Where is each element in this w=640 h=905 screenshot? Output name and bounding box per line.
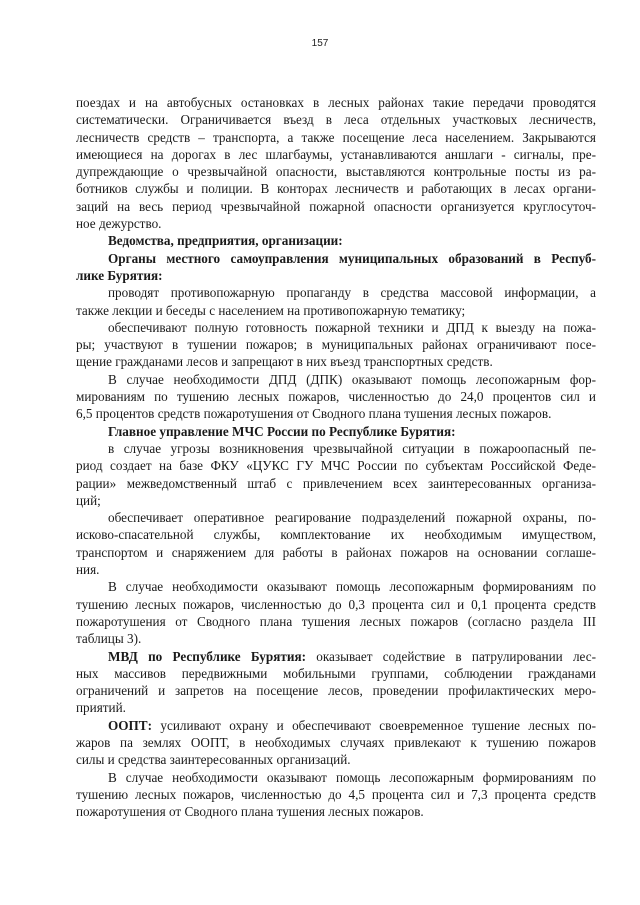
paragraph-oopt xyxy=(76,717,596,769)
heading-line: Органы местного самоуправления муниципальных образований в Респуб- xyxy=(108,250,596,266)
mvd-lead-rest: оказывает содействие в патрулировании лес- xyxy=(305,648,596,664)
text-line: таблицы 3). xyxy=(76,631,142,647)
text-line: ботников службы и полиции. В конторах лесничеств и работающих в лесах органи- xyxy=(76,181,596,197)
text-line xyxy=(76,648,596,665)
paragraph-oopt-assistance xyxy=(76,769,596,821)
text-line: В случае необходимости оказывают помощь лесопожарным формированиям по xyxy=(108,579,596,595)
oopt-lead-rest: усиливают охрану и обеспечивают своевременное тушение лесных по- xyxy=(151,717,596,733)
text-line: пожаротушения от Сводного плана тушения лесных пожаров. xyxy=(76,804,424,820)
text-line: имеющиеся на дорогах в лес шлагбаумы, устанавливаются аншлаги - сигналы, пре- xyxy=(76,146,596,162)
paragraph-mchs-staff xyxy=(76,440,596,509)
paragraph-readiness xyxy=(76,319,596,371)
text-line: В случае необходимости оказывают помощь лесопожарным формированиям по xyxy=(108,769,596,785)
text-line: риод создает на базе ФКУ «ЦУКС ГУ МЧС России по субъектам Российской Феде- xyxy=(76,458,596,474)
paragraph-dpd-assistance xyxy=(76,371,596,423)
text-line: приятий. xyxy=(76,700,126,716)
text-line xyxy=(76,717,596,734)
text-line: силы и средства заинтересованных организаций. xyxy=(76,752,351,768)
text-line: обеспечивают полную готовность пожарной техники и ДПД к выезду на пожа- xyxy=(108,319,596,335)
text-line: систематически. Ограничивается въезд в леса отдельных участковых лесничеств, xyxy=(76,112,596,128)
text-line: исково-спасательной службы, комплектование их необходимым имуществом, xyxy=(76,527,596,543)
text-line: транспортом и снаряжением для работы в районах пожаров на основании соглаше- xyxy=(76,544,596,560)
text-line: тушению лесных пожаров, численностью до 0,3 процента сил и 0,1 процента средств xyxy=(76,596,596,612)
text-line: также лекции и беседы с населением на противопожарную тематику; xyxy=(76,302,466,318)
paragraph-propaganda xyxy=(76,284,596,319)
oopt-lead: ООПТ: xyxy=(108,717,152,733)
text-line: В случае необходимости ДПД (ДПК) оказывают помощь лесопожарным фор- xyxy=(108,371,596,387)
text-line: жаров па землях ООПТ, в необходимых случаях привлекают к тушению пожаров xyxy=(76,734,596,750)
page-number: 157 xyxy=(311,38,329,49)
section-heading-agencies: Ведомства, предприятия, организации: xyxy=(108,233,343,249)
heading-line: лике Бурятия: xyxy=(76,267,163,283)
text-line: 6,5 процентов средств пожаротушения от Сводного плана тушения лесных пожаров. xyxy=(76,406,552,422)
text-line: проводят противопожарную пропаганду в средства массовой информации, а xyxy=(108,285,596,301)
section-heading-mchs: Главное управление МЧС России по Республике Бурятия: xyxy=(108,423,456,439)
mvd-lead: МВД по Республике Бурятия: xyxy=(108,648,306,664)
text-line: ния. xyxy=(76,562,100,578)
text-line: ры; участвуют в тушении пожаров; в муниципальных районах ограничивают посе- xyxy=(76,337,596,353)
paragraph-mchs-assistance xyxy=(76,578,596,647)
text-line: дупреждающие о чрезвычайной опасности, выставляются контрольные посты из ра- xyxy=(76,164,596,180)
text-line: обеспечивает оперативное реагирование подразделений пожарной охраны, по- xyxy=(108,510,596,526)
text-line: поездах и на автобусных остановках в лесных районах такие передачи проводятся xyxy=(76,95,596,110)
text-line: рации» межведомственный штаб с привлечением всех заинтересованных организа- xyxy=(76,475,596,491)
text-line: ных массивов передвижными мобильными группами, соблюдении гражданами xyxy=(76,665,596,681)
text-line: мированиям по тушению лесных пожаров, численностью до 24,0 процентов сил и xyxy=(76,389,596,405)
text-line: тушению лесных пожаров, численностью до 4,5 процента сил и 7,3 процента средств xyxy=(76,786,596,802)
document-body xyxy=(76,94,596,820)
text-line: ций; xyxy=(76,492,101,508)
text-line: ограничений и запретов на посещение лесов, проведении профилактических меро- xyxy=(76,683,596,699)
text-line: заций на весь период чрезвычайной пожарной опасности организуется круглосуточ- xyxy=(76,198,596,214)
paragraph-intro xyxy=(76,94,596,232)
text-line: пожаротушения от Сводного плана тушения лесных пожаров (согласно раздела III xyxy=(76,613,596,629)
paragraph-mvd xyxy=(76,648,596,717)
section-heading-local-government xyxy=(76,250,596,285)
text-line: ное дежурство. xyxy=(76,216,162,232)
text-line: щение гражданами лесов и запрещают в них въезд транспортных средств. xyxy=(76,354,493,370)
text-line: лесничеств средств – транспорта, а также посещение леса населением. Закрываются xyxy=(76,129,596,145)
text-line: в случае угрозы возникновения чрезвычайной ситуации в пожароопасный пе- xyxy=(108,440,596,456)
paragraph-mchs-response xyxy=(76,509,596,578)
